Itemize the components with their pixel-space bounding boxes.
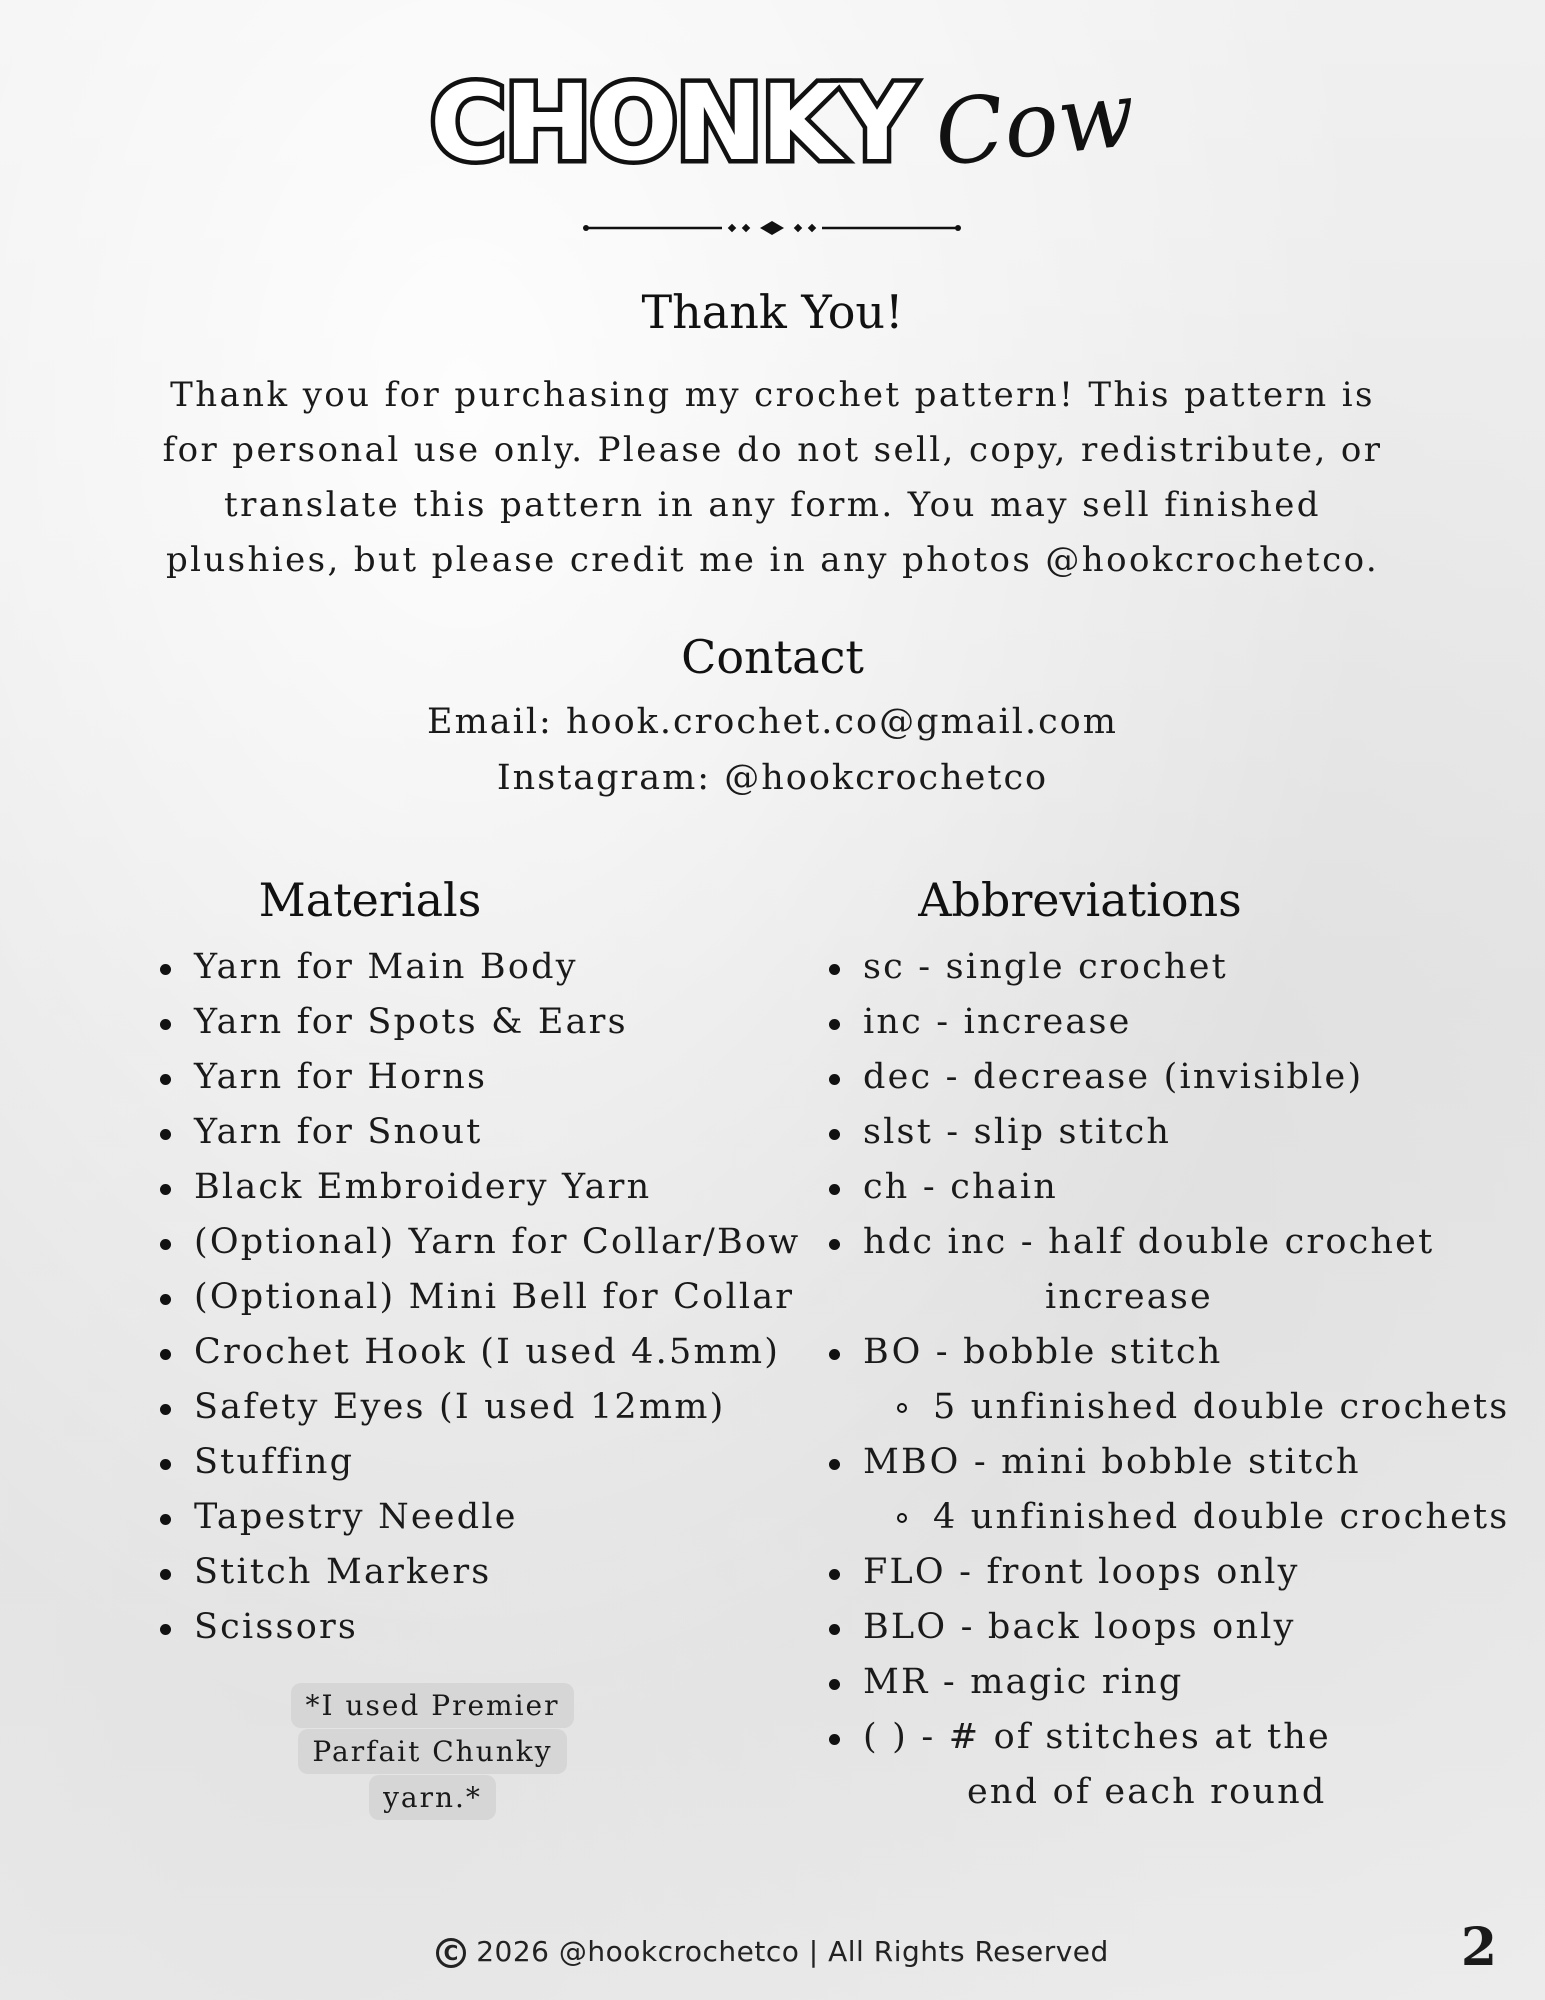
list-item: hdc inc - half double crochet — [863, 1215, 1509, 1270]
list-item: Yarn for Main Body — [194, 940, 800, 995]
bullet-icon — [160, 1184, 171, 1195]
list-item: Scissors — [194, 1600, 800, 1655]
footer — [0, 1935, 1545, 1968]
footer-text: 2026 @hookcrochetco | All Rights Reserved — [476, 1935, 1109, 1968]
bullet-icon — [160, 1459, 171, 1470]
list-item: BLO - back loops only — [863, 1600, 1509, 1655]
copyright-icon: C — [436, 1938, 466, 1968]
list-item: MBO - mini bobble stitch — [863, 1435, 1509, 1490]
bullet-icon — [829, 1074, 840, 1085]
bullet-icon — [829, 1129, 840, 1140]
list-item: FLO - front loops only — [863, 1545, 1509, 1600]
title-logo — [430, 61, 1141, 188]
thanks-heading: Thank You! — [641, 285, 904, 339]
list-item: sc - single crochet — [863, 940, 1509, 995]
bullet-icon — [829, 1569, 840, 1580]
title-script: Cow — [930, 61, 1141, 188]
contact-email: Email: hook.crochet.co@gmail.com — [427, 702, 1118, 742]
bullet-icon — [160, 964, 171, 975]
bullet-icon — [829, 1184, 840, 1195]
bullet-icon — [829, 1239, 840, 1250]
ornamental-divider — [582, 218, 962, 238]
bullet-icon — [829, 1349, 840, 1360]
bullet-icon — [160, 1019, 171, 1030]
yarn-note-text: *I used Premier Parfait Chunky yarn.* — [291, 1683, 573, 1820]
list-item: Yarn for Horns — [194, 1050, 800, 1105]
contact-instagram: Instagram: @hookcrochetco — [496, 758, 1049, 798]
list-item: ( ) - # of stitches at the — [863, 1710, 1509, 1765]
bullet-icon — [829, 964, 840, 975]
list-item: inc - increase — [863, 995, 1509, 1050]
materials-list — [194, 940, 800, 1655]
list-item: slst - slip stitch — [863, 1105, 1509, 1160]
bullet-icon — [160, 1569, 171, 1580]
abbreviations-list — [863, 940, 1509, 1820]
list-item-continuation: increase — [1045, 1277, 1213, 1317]
bullet-icon — [160, 1074, 171, 1085]
contact-heading: Contact — [681, 630, 864, 684]
list-item: Black Embroidery Yarn — [194, 1160, 800, 1215]
bullet-icon — [160, 1239, 171, 1250]
list-item: Stitch Markers — [194, 1545, 800, 1600]
bullet-icon — [160, 1514, 171, 1525]
list-item: ch - chain — [863, 1160, 1509, 1215]
list-item: BO - bobble stitch — [863, 1325, 1509, 1380]
bullet-icon — [160, 1624, 171, 1635]
list-item-continuation: end of each round — [967, 1772, 1327, 1812]
page-number: 2 — [1460, 1917, 1497, 1978]
list-item: Crochet Hook (I used 4.5mm) — [194, 1325, 800, 1380]
list-item: Yarn for Spots & Ears — [194, 995, 800, 1050]
list-item: dec - decrease (invisible) — [863, 1050, 1509, 1105]
abbreviations-heading: Abbreviations — [918, 873, 1242, 927]
bullet-icon — [829, 1459, 840, 1470]
list-item: Tapestry Needle — [194, 1490, 800, 1545]
bullet-icon — [160, 1404, 171, 1415]
thanks-paragraph: Thank you for purchasing my crochet pattern! This pattern is for personal use only. Please do not sell, copy, redistribute, or translate this pattern in any form. You may sell finished plushies, but please credit me in any photos @hookcrochetco. — [162, 375, 1383, 580]
list-item: (Optional) Yarn for Collar/Bow — [194, 1215, 800, 1270]
bullet-icon — [829, 1624, 840, 1635]
yarn-note — [290, 1683, 575, 1821]
bullet-icon — [160, 1294, 171, 1305]
bullet-icon — [829, 1019, 840, 1030]
sub-list-item: 4 unfinished double crochets — [863, 1490, 1509, 1545]
list-item: Yarn for Snout — [194, 1105, 800, 1160]
list-item: Safety Eyes (I used 12mm) — [194, 1380, 800, 1435]
list-item: MR - magic ring — [863, 1655, 1509, 1710]
bullet-icon — [160, 1349, 171, 1360]
bullet-icon — [160, 1129, 171, 1140]
bullet-icon — [829, 1734, 840, 1745]
list-item: (Optional) Mini Bell for Collar — [194, 1270, 800, 1325]
materials-heading: Materials — [258, 873, 482, 927]
hollow-bullet-icon — [897, 1513, 907, 1523]
bullet-icon — [829, 1679, 840, 1690]
list-item: Stuffing — [194, 1435, 800, 1490]
title-main: CHONKY — [430, 62, 913, 184]
sub-list-item: 5 unfinished double crochets — [863, 1380, 1509, 1435]
thanks-body — [0, 368, 1545, 588]
hollow-bullet-icon — [897, 1403, 907, 1413]
